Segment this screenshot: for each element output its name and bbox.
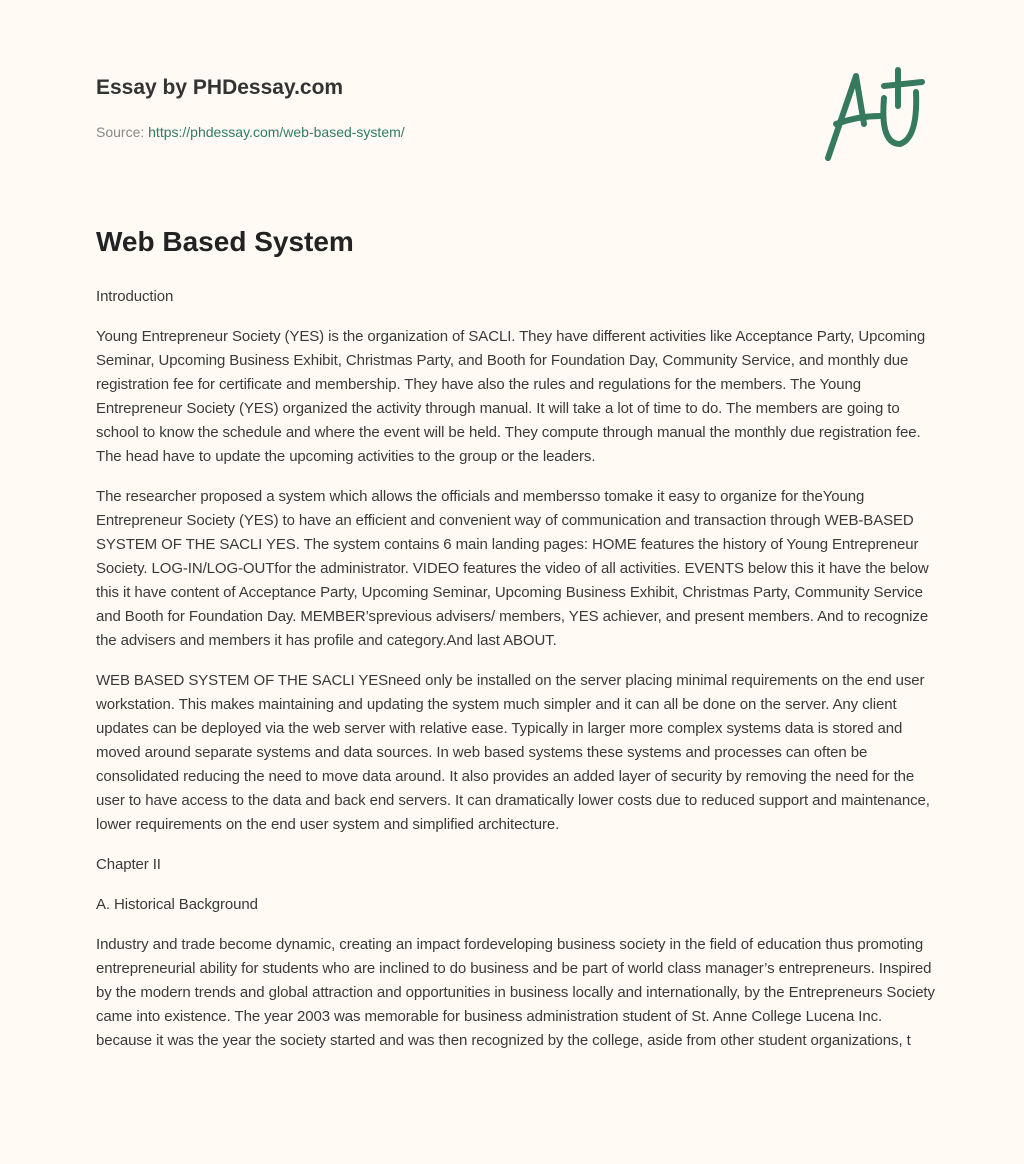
source-label: Source:: [96, 124, 145, 140]
paragraph: Industry and trade become dynamic, creating an impact fordeveloping business society in the field of education thus promoting entrepreneurial ability for students who are inclined to do business and be part of world class manager’s entrepreneurs. Inspired by the modern trends and global attraction and opportunities in business locally and internationally, by the Entrepreneurs Society came into existence. The year 2003 was memorable for business administration student of St. Anne College Lucena Inc. because it was the year the society started and was then recognized by the college, aside from other student organizations, t: [96, 936, 935, 1049]
section-heading: Introduction: [96, 288, 174, 305]
article-title: Web Based System: [96, 226, 354, 257]
section-heading: A. Historical Background: [96, 896, 258, 913]
paragraph: Young Entrepreneur Society (YES) is the organization of SACLI. They have different activities like Acceptance Party, Upcoming Seminar, Upcoming Business Exhibit, Christmas Party, and Booth for Foundation Day, Community Service, and monthly due registration fee for certificate and membership. They have also the rules and regulations for the members. The Young Entrepreneur Society (YES) organized the activity through manual. It will take a lot of time to do. The members are going to school to know the schedule and where the event will be held. They compute through manual the monthly due registration fee. The head have to update the upcoming activities to the group or the leaders.: [96, 328, 926, 465]
article-body: [96, 285, 936, 1069]
a-plus-logo-icon: [818, 66, 928, 166]
source-line: [96, 124, 405, 140]
source-link[interactable]: https://phdessay.com/web-based-system/: [148, 124, 405, 140]
paragraph: WEB BASED SYSTEM OF THE SACLI YESneed only be installed on the server placing minimal requirements on the end user workstation. This makes maintaining and updating the system much simpler and it can all be done on the server. Any client updates can be deployed via the web server with relative ease. Typically in larger more complex systems data is stored and moved around separate systems and data sources. In web based systems these systems and processes can often be consolidated reducing the need to move data around. It also provides an added layer of security by removing the need for the user to have access to the data and back end servers. It can dramatically lower costs due to reduced support and maintenance, lower requirements on the end user system and simplified architecture.: [96, 672, 930, 833]
paragraph: The researcher proposed a system which allows the officials and membersso tomake it easy to organize for theYoung Entrepreneur Society (YES) to have an efficient and convenient way of communication and transaction through WEB-BASED SYSTEM OF THE SACLI YES. The system contains 6 main landing pages: HOME features the history of Young Entrepreneur Society. LOG-IN/LOG-OUTfor the administrator. VIDEO features the video of all activities. EVENTS below this it have the below this it have content of Acceptance Party, Upcoming Seminar, Upcoming Business Exhibit, Christmas Party, Community Service and Booth for Foundation Day. MEMBER’sprevious advisers/ members, YES achiever, and present members. And to recognize the advisers and members it has profile and category.And last ABOUT.: [96, 488, 929, 649]
site-title: Essay by PHDessay.com: [96, 76, 344, 99]
section-heading: Chapter II: [96, 856, 161, 873]
